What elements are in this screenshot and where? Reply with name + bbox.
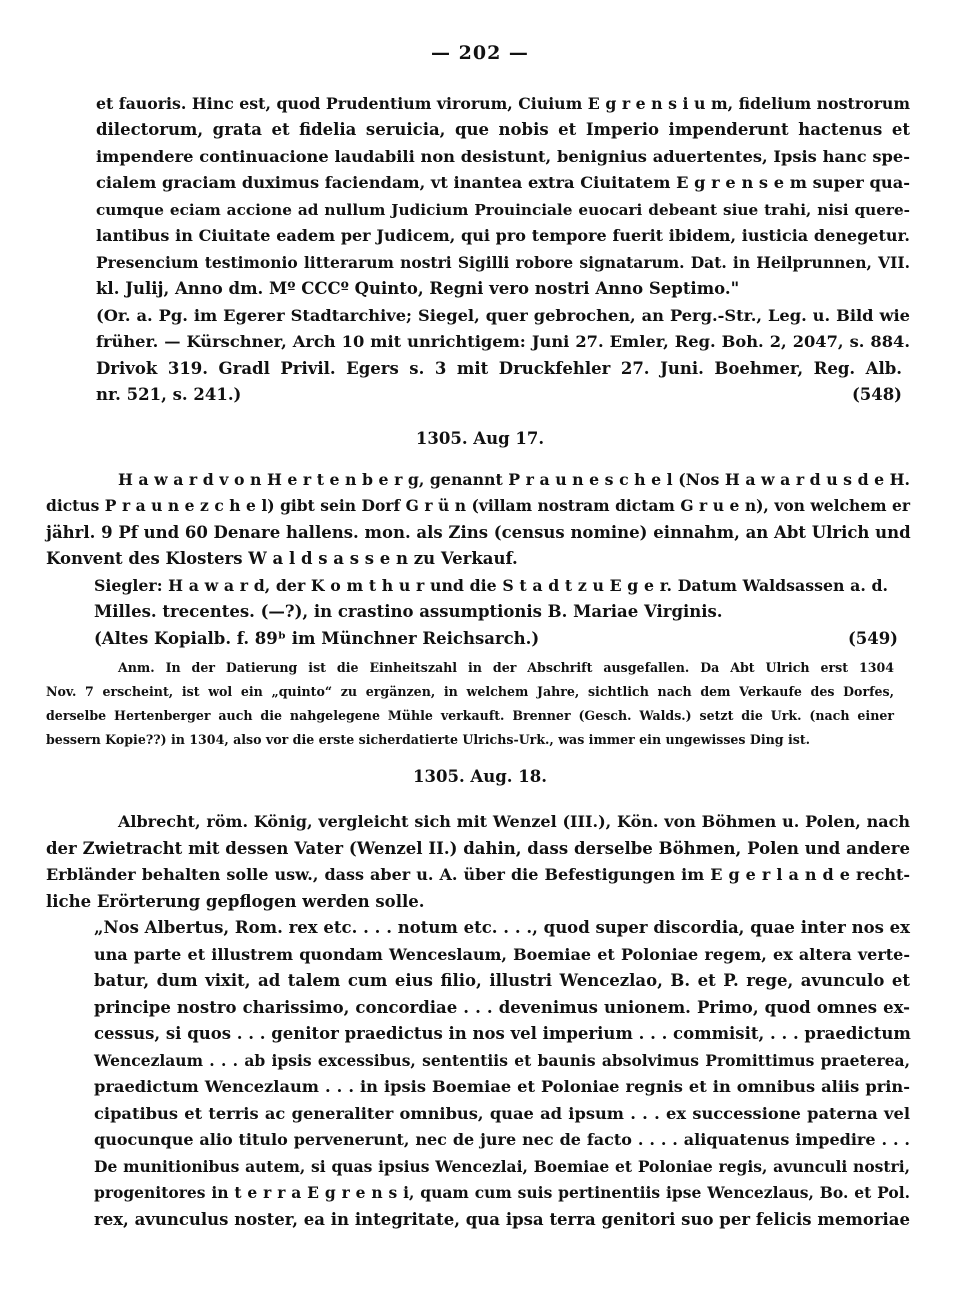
note-line-2: Nov. 7 erscheint, ist wol ein „quinto“ zu ergänzen, in welchem Jahre, sichtlich nach dem Verkaufe des Dorfes,: [46, 684, 894, 699]
block2-line-2: dictus P r a u n e z c h e l) gibt sein Dorf G r ü n (villam nostram dictam G r u e n), von welchem er: [46, 496, 910, 515]
block1-number: (548): [851, 385, 902, 404]
block3-line-13: quocunque alio titulo pervenerunt, nec de jure nec de facto . . . . aliquatenus impedire . . .: [94, 1130, 910, 1149]
block2-number: (549): [847, 629, 898, 648]
date-heading-2: 1305. Aug. 18.: [413, 767, 547, 786]
block1-line-8: kl. Julij, Anno dm. Mº CCCº Quinto, Regni vero nostri Anno Septimo.": [96, 279, 740, 298]
block3-line-2: der Zwietracht mit dessen Vater (Wenzel II.) dahin, dass derselbe Böhmen, Polen und andere: [46, 839, 910, 858]
block1-line-7: Presencium testimonio litterarum nostri Sigilli robore signatarum. Dat. in Heilprunnen, VII.: [96, 253, 910, 272]
block1-line-5: cumque eciam accione ad nullum Judicium Prouinciale euocari debeant siue trahi, nisi quere-: [96, 201, 910, 219]
block2-line-1: H a w a r d v o n H e r t e n b e r g, genannt P r a u n e s c h e l (Nos H a w a r d u s d e H.: [118, 470, 910, 489]
block3-line-4: liche Erörterung gepflogen werden solle.: [46, 892, 425, 911]
block1-line-1: et fauoris. Hinc est, quod Prudentium virorum, Ciuium E g r e n s i u m, fidelium nostrorum: [96, 94, 910, 113]
note-line-4: bessern Kopie??) in 1304, also vor die erste sicherdatierte Ulrichs-Urk., was immer ein ungewisses Ding ist.: [46, 732, 811, 747]
block3-line-12: cipatibus et terris ac generaliter omnibus, quae ad ipsum . . . ex successione paterna vel: [94, 1104, 910, 1123]
block1-line-12: nr. 521, s. 241.): [96, 385, 242, 404]
block3-line-6: una parte et illustrem quondam Wenceslaum, Boemiae et Poloniae regem, ex altera verte-: [94, 945, 910, 964]
block3-line-11: praedictum Wencezlaum . . . in ipsis Boemiae et Poloniae regnis et in omnibus aliis prin-: [94, 1077, 910, 1096]
block1-line-11: Drivok 319. Gradl Privil. Egers s. 3 mit Druckfehler 27. Juni. Boehmer, Reg. Alb.: [96, 359, 902, 378]
note-line-3: derselbe Hertenberger auch die nahgelegene Mühle verkauft. Brenner (Gesch. Walds.) setzt die Urk. (nach einer: [46, 708, 894, 723]
block2-line-5: Siegler: H a w a r d, der K o m t h u r und die S t a d t z u E g e r. Datum Waldsassen a. d.: [94, 576, 888, 595]
block1-line-2: dilectorum, grata et fidelia seruicia, que nobis et Imperio impenderunt hactenus et: [96, 120, 910, 139]
block1-line-6: lantibus in Ciuitate eadem per Judicem, qui pro tempore fuerit ibidem, iusticia denegetur.: [96, 226, 910, 245]
block3-line-16: rex, avunculus noster, ea in integritate, qua ipsa terra genitori suo per felicis memoriae: [94, 1210, 910, 1229]
block1-line-9: (Or. a. Pg. im Egerer Stadtarchive; Siegel, quer gebrochen, an Perg.-Str., Leg. u. Bild wie: [96, 306, 910, 325]
block3-line-7: batur, dum vixit, ad talem cum eius filio, illustri Wencezlao, B. et P. rege, avunculo et: [94, 971, 910, 990]
block3-line-10: Wencezlaum . . . ab ipsis excessibus, sententiis et baunis absolvimus Promittimus praeterea,: [94, 1051, 910, 1070]
block2-line-6: Milles. trecentes. (—?), in crastino assumptionis B. Mariae Virginis.: [94, 602, 723, 621]
block2-line-4: Konvent des Klosters W a l d s a s s e n zu Verkauf.: [46, 549, 518, 568]
block3-line-8: principe nostro charissimo, concordiae . . . devenimus unionem. Primo, quod omnes ex-: [94, 998, 910, 1017]
block1-line-10: früher. — Kürschner, Arch 10 mit unrichtigem: Juni 27. Emler, Reg. Boh. 2, 2047, s. 884.: [96, 332, 910, 351]
block3-line-9: cessus, si quos . . . genitor praedictus in nos vel imperium . . . commisit, . . . praedictum: [94, 1024, 911, 1043]
date-heading-1: 1305. Aug 17.: [415, 429, 545, 448]
block2-line-7: (Altes Kopialb. f. 89ᵇ im Münchner Reichsarch.): [94, 629, 540, 648]
block1-line-3: impendere continuacione laudabili non desistunt, benignius aduertentes, Ipsis hanc spe-: [96, 147, 910, 166]
block2-line-3: jährl. 9 Pf und 60 Denare hallens. mon. als Zins (census nomine) einnahm, an Abt Ulrich und: [46, 523, 911, 542]
block3-line-14: De munitionibus autem, si quas ipsius Wencezlai, Boemiae et Poloniae regis, avunculi nostri,: [94, 1157, 910, 1176]
block1-line-4: cialem graciam duximus faciendam, vt inantea extra Ciuitatem E g r e n s e m super qua-: [96, 173, 910, 192]
block3-line-3: Erbländer behalten solle usw., dass aber u. A. über die Befestigungen im E g e r l a n d e recht-: [46, 865, 910, 884]
note-line-1: Anm. In der Datierung ist die Einheitszahl in der Abschrift ausgefallen. Da Abt Ulrich erst 1304: [118, 660, 894, 675]
page-number: — 202 —: [431, 42, 529, 64]
block3-line-15: progenitores in t e r r a E g r e n s i, quam cum suis pertinentiis ipse Wencezlaus, Bo. et Pol.: [94, 1183, 910, 1202]
block3-line-1: Albrecht, röm. König, vergleicht sich mit Wenzel (III.), Kön. von Böhmen u. Polen, nach: [118, 812, 910, 831]
block3-line-5: „Nos Albertus, Rom. rex etc. . . . notum etc. . . ., quod super discordia, quae inter nos ex: [94, 918, 910, 937]
